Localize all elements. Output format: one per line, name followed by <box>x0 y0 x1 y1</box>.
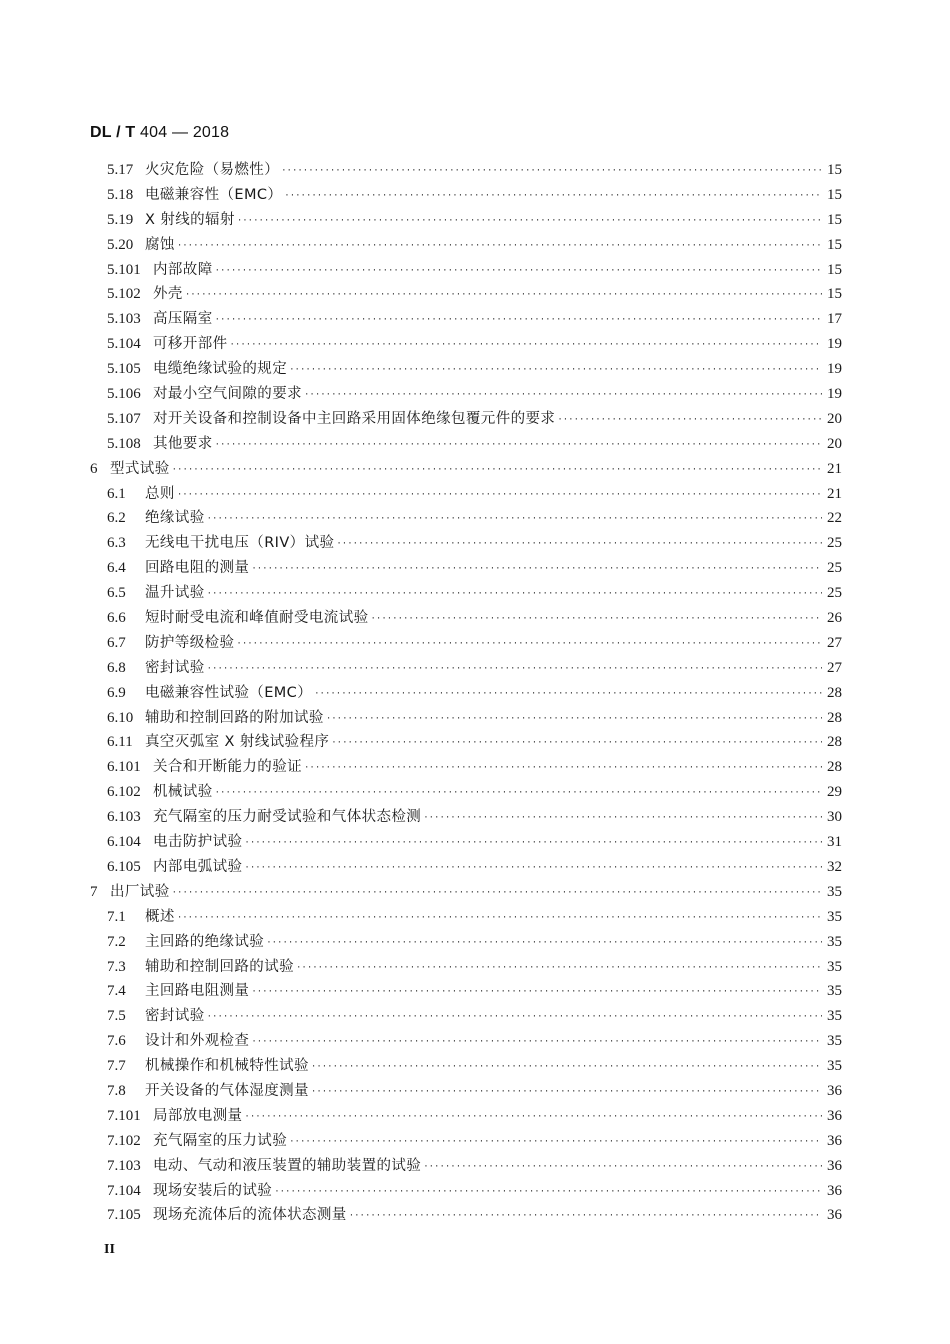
toc-dot-leader <box>289 1130 822 1155</box>
toc-entry-page: 27 <box>827 659 842 676</box>
toc-entry-page: 30 <box>827 809 842 826</box>
toc-entry-number: 5.101 <box>107 261 141 278</box>
toc-entry-page: 20 <box>827 435 842 452</box>
toc-dot-leader <box>423 806 822 831</box>
toc-entry-number: 6.4 <box>107 560 126 577</box>
toc-entry-title: 出厂试验 <box>110 883 170 900</box>
toc-entry-title: 腐蚀 <box>145 236 175 253</box>
toc-dot-leader <box>177 906 822 931</box>
toc-entry[interactable] <box>90 656 842 681</box>
toc-entry-title: 内部电弧试验 <box>153 858 243 875</box>
toc-entry-title: 外壳 <box>153 286 183 303</box>
toc-dot-leader <box>314 682 822 707</box>
toc-entry[interactable] <box>90 631 842 656</box>
toc-entry-number: 6.1 <box>107 485 126 502</box>
toc-entry[interactable] <box>90 1079 842 1104</box>
toc-entry-page: 35 <box>827 983 842 1000</box>
toc-dot-leader <box>311 1055 822 1080</box>
toc-entry-title: 温升试验 <box>145 585 205 602</box>
toc-dot-leader <box>251 980 822 1005</box>
toc-entry[interactable] <box>90 805 842 830</box>
toc-entry-title: 开关设备的气体湿度测量 <box>145 1082 309 1099</box>
toc-entry-title: 机械试验 <box>153 784 213 801</box>
toc-entry-page: 36 <box>827 1132 842 1149</box>
toc-entry-title: 型式试验 <box>110 460 170 477</box>
toc-dot-leader <box>215 781 822 806</box>
toc-entry-number: 6.5 <box>107 585 126 602</box>
toc-dot-leader <box>326 707 822 732</box>
toc-dot-leader <box>177 234 822 259</box>
toc-dot-leader <box>251 1030 822 1055</box>
toc-entry[interactable] <box>90 681 842 706</box>
toc-entry[interactable] <box>90 780 842 805</box>
toc-entry-page: 29 <box>827 784 842 801</box>
toc-dot-leader <box>215 433 822 458</box>
toc-dot-leader <box>311 1080 822 1105</box>
toc-entry-number: 7.2 <box>107 933 126 950</box>
toc-entry-number: 6.9 <box>107 684 126 701</box>
toc-entry[interactable] <box>90 1054 842 1079</box>
toc-entry-number: 5.108 <box>107 435 141 452</box>
toc-dot-leader <box>215 259 822 284</box>
toc-entry-number: 7.8 <box>107 1082 126 1099</box>
toc-entry-number: 6 <box>90 460 98 477</box>
toc-entry-title: 对开关设备和控制设备中主回路采用固体绝缘包覆元件的要求 <box>153 410 556 427</box>
toc-entry-title: 电磁兼容性试验（EMC） <box>145 684 313 701</box>
toc-entry-page: 35 <box>827 1058 842 1075</box>
toc-entry-page: 36 <box>827 1082 842 1099</box>
toc-entry-title: 主回路的绝缘试验 <box>145 933 265 950</box>
toc-entry-title: 短时耐受电流和峰值耐受电流试验 <box>145 610 369 627</box>
toc-entry-title: 电缆绝缘试验的规定 <box>153 361 288 378</box>
toc-dot-leader <box>336 532 822 557</box>
toc-entry[interactable] <box>90 606 842 631</box>
toc-entry-number: 5.103 <box>107 311 141 328</box>
toc-entry-page: 32 <box>827 858 842 875</box>
toc-dot-leader <box>289 358 822 383</box>
toc-dot-leader <box>244 1105 822 1130</box>
toc-entry[interactable] <box>90 1104 842 1129</box>
toc-dot-leader <box>237 209 822 234</box>
toc-entry-title: 防护等级检验 <box>145 634 235 651</box>
toc-entry-page: 36 <box>827 1157 842 1174</box>
standard-header <box>90 124 229 142</box>
toc-entry[interactable] <box>90 183 842 208</box>
toc-dot-leader <box>236 632 822 657</box>
toc-entry-title: 回路电阻的测量 <box>145 560 250 577</box>
toc-entry-title: 辅助和控制回路的试验 <box>145 958 294 975</box>
toc-dot-leader <box>274 1180 822 1205</box>
toc-dot-leader <box>177 483 822 508</box>
toc-entry-number: 6.102 <box>107 784 141 801</box>
toc-entry[interactable] <box>90 955 842 980</box>
toc-entry[interactable] <box>90 730 842 755</box>
toc-entry-number: 6.103 <box>107 809 141 826</box>
toc-dot-leader <box>172 881 822 906</box>
toc-entry-page: 36 <box>827 1182 842 1199</box>
page-number: II <box>104 1242 115 1257</box>
toc-entry-title: 可移开部件 <box>153 336 228 353</box>
toc-dot-leader <box>230 333 823 358</box>
toc-entry[interactable] <box>90 506 842 531</box>
toc-entry-page: 17 <box>827 311 842 328</box>
toc-entry-title: 其他要求 <box>153 435 213 452</box>
toc-entry-page: 15 <box>827 211 842 228</box>
toc-entry[interactable] <box>90 382 842 407</box>
toc-entry-page: 25 <box>827 560 842 577</box>
toc-entry[interactable] <box>90 282 842 307</box>
toc-entry[interactable] <box>90 233 842 258</box>
toc-entry[interactable] <box>90 357 842 382</box>
toc-entry-number: 7.4 <box>107 983 126 1000</box>
toc-entry-page: 25 <box>827 585 842 602</box>
standard-prefix: DL / T <box>90 124 136 141</box>
toc-dot-leader <box>304 756 822 781</box>
toc-entry[interactable] <box>90 880 842 905</box>
toc-entry-title: 电击防护试验 <box>153 834 243 851</box>
toc-entry[interactable] <box>90 1004 842 1029</box>
toc-entry[interactable] <box>90 407 842 432</box>
toc-entry-title: 火灾危险（易燃性） <box>145 162 280 178</box>
toc-entry-number: 5.20 <box>107 236 134 253</box>
toc-entry-page: 35 <box>827 958 842 975</box>
toc-entry[interactable] <box>90 457 842 482</box>
toc-entry-title: 概述 <box>145 908 175 925</box>
toc-entry-number: 5.105 <box>107 361 141 378</box>
toc-dot-leader <box>296 956 822 981</box>
toc-entry-page: 19 <box>827 361 842 378</box>
toc-entry-page: 19 <box>827 386 842 403</box>
toc-dot-leader <box>185 283 822 308</box>
toc-entry[interactable] <box>90 581 842 606</box>
toc-entry-page: 22 <box>827 510 842 527</box>
toc-dot-leader <box>423 1155 822 1180</box>
toc-entry-page: 27 <box>827 634 842 651</box>
toc-entry-title: 绝缘试验 <box>145 510 205 527</box>
toc-entry-page: 28 <box>827 709 842 726</box>
toc-dot-leader <box>207 1005 822 1030</box>
toc-entry-number: 6.7 <box>107 634 126 651</box>
toc-entry-page: 26 <box>827 610 842 627</box>
toc-entry[interactable] <box>90 905 842 930</box>
toc-entry-page: 28 <box>827 759 842 776</box>
toc-entry-title: 充气隔室的压力试验 <box>153 1132 288 1149</box>
toc-entry-page: 35 <box>827 1008 842 1025</box>
toc-entry-page: 21 <box>827 485 842 502</box>
toc-dot-leader <box>172 458 822 483</box>
toc-entry-number: 6.101 <box>107 759 141 776</box>
toc-dot-leader <box>284 184 822 209</box>
toc-entry-title: 设计和外观检查 <box>145 1033 250 1050</box>
toc-entry[interactable] <box>90 531 842 556</box>
toc-entry[interactable] <box>90 332 842 357</box>
toc-entry[interactable] <box>90 158 842 183</box>
toc-entry-number: 7.103 <box>107 1157 141 1174</box>
toc-dot-leader <box>349 1204 822 1229</box>
toc-dot-leader <box>251 557 822 582</box>
toc-dot-leader <box>304 383 822 408</box>
toc-entry[interactable] <box>90 432 842 457</box>
toc-entry[interactable] <box>90 1129 842 1154</box>
toc-entry-page: 19 <box>827 336 842 353</box>
toc-entry-title: 电磁兼容性（EMC） <box>145 186 283 203</box>
toc-entry-number: 6.6 <box>107 610 126 627</box>
toc-entry-number: 5.18 <box>107 186 134 203</box>
toc-dot-leader <box>207 582 822 607</box>
toc-entry-page: 36 <box>827 1207 842 1224</box>
toc-entry-title: 现场安装后的试验 <box>153 1182 273 1199</box>
standard-number: 404 <box>140 124 168 141</box>
toc-entry-title: 机械操作和机械特性试验 <box>145 1058 309 1075</box>
toc-entry-number: 7 <box>90 883 98 900</box>
toc-entry-number: 6.105 <box>107 858 141 875</box>
toc-entry-title: 主回路电阻测量 <box>145 983 250 1000</box>
toc-entry-number: 7.6 <box>107 1033 126 1050</box>
toc-dot-leader <box>371 607 823 632</box>
toc-entry-title: 局部放电测量 <box>153 1107 243 1124</box>
toc-dot-leader <box>557 408 822 433</box>
toc-entry-page: 15 <box>827 286 842 303</box>
toc-dot-leader <box>244 856 822 881</box>
toc-entry-number: 5.102 <box>107 286 141 303</box>
toc-entry[interactable] <box>90 930 842 955</box>
toc-entry-page: 15 <box>827 186 842 203</box>
toc-entry[interactable] <box>90 1203 842 1228</box>
toc-entry[interactable] <box>90 855 842 880</box>
standard-separator: — <box>171 124 189 141</box>
toc-entry-title: 密封试验 <box>145 1008 205 1025</box>
standard-year: 2018 <box>192 124 230 141</box>
toc-entry[interactable] <box>90 208 842 233</box>
toc-entry-number: 7.5 <box>107 1008 126 1025</box>
toc-dot-leader <box>207 507 822 532</box>
toc-entry-page: 28 <box>827 684 842 701</box>
toc-entry[interactable] <box>90 307 842 332</box>
toc-dot-leader <box>244 831 822 856</box>
toc-dot-leader <box>215 308 822 333</box>
toc-dot-leader <box>266 931 822 956</box>
table-of-contents <box>90 158 842 1228</box>
toc-entry-number: 6.8 <box>107 659 126 676</box>
toc-entry[interactable] <box>90 830 842 855</box>
toc-entry-page: 15 <box>827 162 842 178</box>
toc-entry[interactable] <box>90 1154 842 1179</box>
toc-entry-number: 6.3 <box>107 535 126 552</box>
toc-entry[interactable] <box>90 1029 842 1054</box>
toc-entry-number: 7.101 <box>107 1107 141 1124</box>
toc-entry[interactable] <box>90 482 842 507</box>
toc-entry-page: 15 <box>827 236 842 253</box>
toc-entry-title: 电动、气动和液压装置的辅助装置的试验 <box>153 1157 422 1174</box>
toc-entry-number: 7.102 <box>107 1132 141 1149</box>
toc-entry-title: 密封试验 <box>145 659 205 676</box>
toc-entry-page: 28 <box>827 734 842 751</box>
toc-entry-page: 21 <box>827 460 842 477</box>
toc-entry-page: 25 <box>827 535 842 552</box>
toc-entry-title: X 射线的辐射 <box>145 211 235 228</box>
toc-entry-title: 内部故障 <box>153 261 213 278</box>
toc-entry-number: 7.105 <box>107 1207 141 1224</box>
toc-entry-page: 35 <box>827 1033 842 1050</box>
toc-entry[interactable] <box>90 979 842 1004</box>
toc-entry-title: 充气隔室的压力耐受试验和气体状态检测 <box>153 809 422 826</box>
toc-entry[interactable] <box>90 755 842 780</box>
toc-entry-number: 5.104 <box>107 336 141 353</box>
toc-entry-number: 6.104 <box>107 834 141 851</box>
toc-entry-title: 总则 <box>145 485 175 502</box>
toc-entry-number: 6.10 <box>107 709 134 726</box>
toc-entry-title: 辅助和控制回路的附加试验 <box>145 709 324 726</box>
toc-dot-leader <box>331 731 822 756</box>
toc-entry-title: 对最小空气间隙的要求 <box>153 386 302 403</box>
toc-entry[interactable] <box>90 706 842 731</box>
toc-entry-number: 7.7 <box>107 1058 126 1075</box>
toc-entry-page: 35 <box>827 933 842 950</box>
toc-entry-title: 高压隔室 <box>153 311 213 328</box>
toc-entry-title: 真空灭弧室 X 射线试验程序 <box>145 734 330 751</box>
toc-entry-number: 5.19 <box>107 211 134 228</box>
toc-entry-number: 7.3 <box>107 958 126 975</box>
toc-entry-page: 15 <box>827 261 842 278</box>
toc-entry-number: 7.104 <box>107 1182 141 1199</box>
toc-dot-leader <box>207 657 822 682</box>
toc-entry-page: 35 <box>827 908 842 925</box>
toc-entry-number: 7.1 <box>107 908 126 925</box>
toc-entry-title: 关合和开断能力的验证 <box>153 759 302 776</box>
toc-entry-number: 6.11 <box>107 734 133 751</box>
toc-entry-title: 现场充流体后的流体状态测量 <box>153 1207 347 1224</box>
toc-entry-number: 5.106 <box>107 386 141 403</box>
toc-entry[interactable] <box>90 1179 842 1204</box>
toc-entry-number: 5.17 <box>107 162 134 178</box>
toc-entry-number: 5.107 <box>107 410 141 427</box>
toc-entry[interactable] <box>90 556 842 581</box>
toc-entry-page: 36 <box>827 1107 842 1124</box>
toc-dot-leader <box>281 159 822 184</box>
toc-entry-title: 无线电干扰电压（RIV）试验 <box>145 535 335 552</box>
toc-entry[interactable] <box>90 258 842 283</box>
toc-entry-page: 20 <box>827 410 842 427</box>
toc-entry-number: 6.2 <box>107 510 126 527</box>
toc-entry-page: 31 <box>827 834 842 851</box>
toc-entry-page: 35 <box>827 883 842 900</box>
